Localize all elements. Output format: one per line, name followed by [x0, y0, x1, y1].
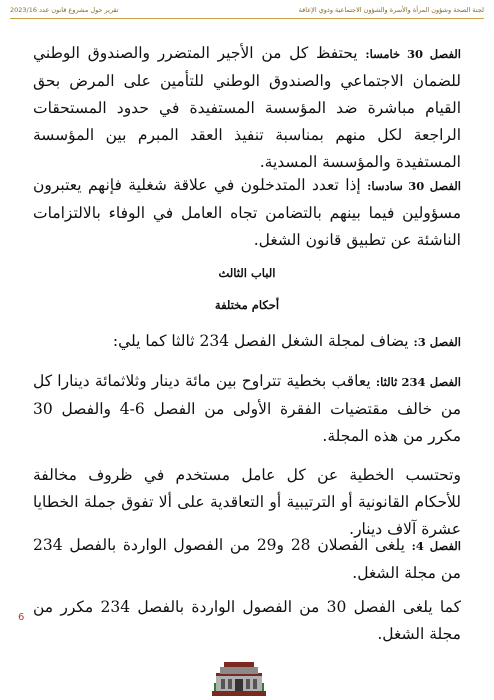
article-label: الفصل 4:: [411, 539, 461, 553]
article-label: الفصل 3:: [413, 335, 461, 349]
chapter-title: الباب الثالث: [218, 266, 276, 280]
article-234-third: [33, 368, 461, 450]
page-number: 6: [18, 612, 25, 623]
page-header: [10, 6, 484, 18]
header-divider: [10, 18, 484, 19]
parliament-building-logo: [208, 655, 270, 698]
article-text: يضاف لمجلة الشغل الفصل 234 ثالثا كما يلي:: [112, 332, 414, 350]
article-text: يلغى الفصلان 28 و29 من الفصول الواردة بالفصل 234 من مجلة الشغل.: [33, 536, 461, 582]
article-text: إذا تعدد المتدخلون في علاقة شغلية فإنهم يعتبرون مسؤولين فيما بينهم بالتضامن تجاه العامل في الوفاء بالالتزامات الناشئة عن تطبيق قانون الشغل.: [33, 176, 461, 249]
article-30-sixth: [33, 172, 461, 254]
header-report-text: تقرير حول مشروع قانون عدد 2023/16: [10, 6, 119, 14]
article-label: الفصل 30 خامسا:: [365, 47, 461, 61]
article-label: الفصل 30 سادسا:: [367, 179, 461, 193]
article-234-third-paragraph-2: وتحتسب الخطية عن كل عامل مستخدم في ظروف مخالفة للأحكام القانونية أو الترتيبية أو التعاقدية على ألا تفوق جملة الخطايا عشرة آلاف دينار.: [33, 466, 461, 538]
article-text: يحتفظ كل من الأجير المتضرر والصندوق الوطني للضمان الاجتماعي والصندوق الوطني للتأمين على المرض بحق القيام مباشرة ضد المؤسسة المستفيدة في حدود المستحقات الراجعة لكل منهم بمناسبة تنفيذ العقد المبرم بين المؤسسة المستفيدة والمؤسسة المسدية.: [33, 44, 461, 171]
article-label: الفصل 234 ثالثا:: [375, 375, 461, 389]
chapter-subtitle: أحكام مختلفة: [214, 298, 280, 312]
article-30-fifth: [33, 40, 461, 176]
article-4: [33, 532, 461, 587]
final-paragraph: كما يلغى الفصل 30 من الفصول الواردة بالفصل 234 مكرر من مجلة الشغل.: [33, 598, 461, 643]
article-text: يعاقب بخطية تتراوح بين مائة دينار وثلاثمائة دينارا كل من خالف مقتضيات الفقرة الأولى من الفصل 6-4 والفصل 30 مكرر من هذه المجلة.: [33, 372, 461, 445]
header-committee-text: لجنة الصحة وشؤون المرأة والأسرة والشؤون الاجتماعية وذوي الإعاقة: [298, 6, 484, 14]
article-3: [33, 328, 461, 356]
